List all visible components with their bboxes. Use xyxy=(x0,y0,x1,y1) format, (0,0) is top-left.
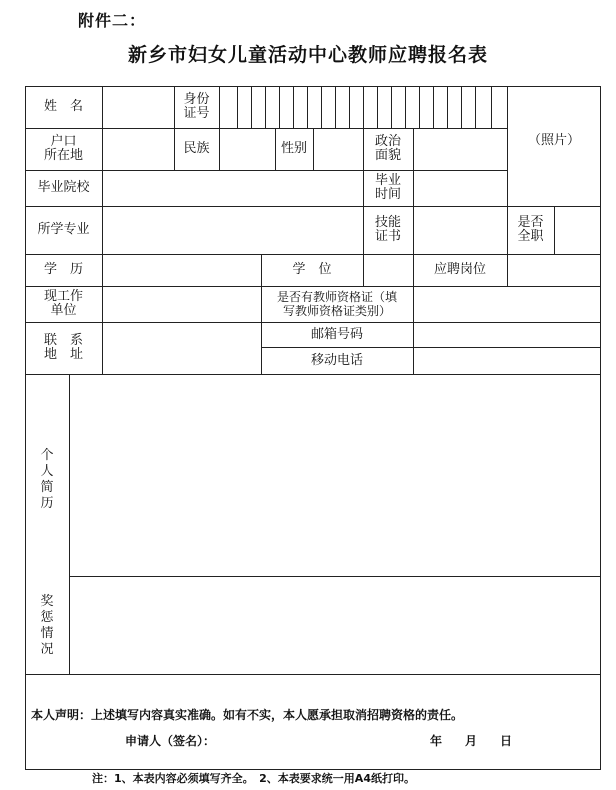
ethnicity-label: 民族 xyxy=(183,141,210,156)
graduation-time-label: 毕业 时间 xyxy=(374,173,401,202)
mobile-label: 移动电话 xyxy=(310,352,363,368)
gender-label: 性别 xyxy=(280,141,307,156)
date-year-label: 年 xyxy=(430,734,443,748)
school-label: 毕业院校 xyxy=(37,180,90,195)
date-month-label: 月 xyxy=(465,734,478,748)
political-status-label: 政治 面貌 xyxy=(374,134,401,163)
table-border xyxy=(25,86,601,770)
applicant-signature-label: 申请人（签名）： xyxy=(125,734,216,748)
row-divider xyxy=(25,374,601,375)
row-divider xyxy=(69,576,601,577)
attachment-label: 附件二： xyxy=(78,11,147,30)
row-divider xyxy=(25,674,601,675)
skill-certificate-label: 技能 证书 xyxy=(374,215,401,244)
awards-label: 奖惩情况 xyxy=(40,594,54,657)
application-form-table xyxy=(25,86,601,770)
id-number-label: 身份 证号 xyxy=(183,92,210,121)
resume-label: 个人简历 xyxy=(40,448,54,511)
education-label: 学 历 xyxy=(43,262,83,277)
form-title: 新乡市妇女儿童活动中心教师应聘报名表 xyxy=(127,44,488,66)
teacher-certificate-label: 是否有教师资格证（填 写教师资格证类别） xyxy=(276,290,397,318)
date-day-label: 日 xyxy=(500,734,513,748)
name-label: 姓 名 xyxy=(43,99,83,114)
hukou-label: 户口 所在地 xyxy=(43,134,83,163)
workplace-label: 现工作 单位 xyxy=(43,289,83,318)
position-label: 应聘岗位 xyxy=(433,262,486,277)
declaration-text: 本人声明：上述填写内容真实准确。如有不实，本人愿承担取消招聘资格的责任。 xyxy=(31,708,464,722)
photo-placeholder: （照片） xyxy=(527,133,580,148)
address-label: 联 系 地 址 xyxy=(43,333,83,362)
fulltime-label: 是否 全职 xyxy=(517,215,544,244)
major-label: 所学专业 xyxy=(37,222,90,237)
degree-label: 学 位 xyxy=(292,262,332,277)
footer-note: 注：1、本表内容必须填写齐全。 2、本表要求统一用A4纸打印。 xyxy=(92,772,415,785)
email-label: 邮箱号码 xyxy=(310,326,363,342)
